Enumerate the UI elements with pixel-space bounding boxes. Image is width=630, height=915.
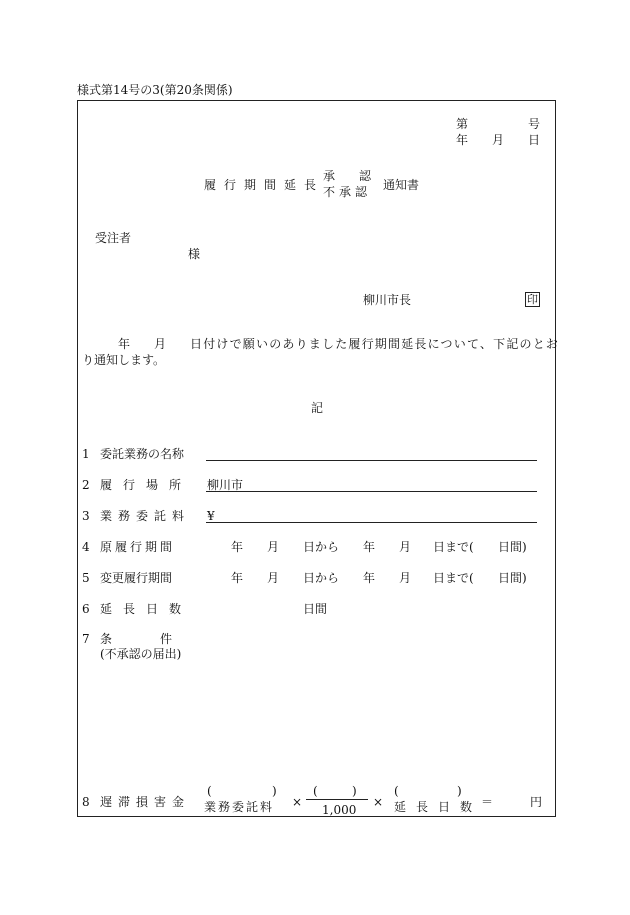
body-line1: 日付けで願いのありました履行期間延長について、下記のとお — [190, 337, 560, 351]
yen-unit: 円 — [530, 795, 543, 809]
item-4-number: 4 — [82, 540, 90, 554]
item-5-label: 変更履行期間 — [100, 571, 173, 585]
item-1-number: 1 — [82, 447, 90, 461]
date-month: 月 — [492, 133, 505, 147]
item-7-sub-label: (不承認の届出) — [100, 647, 182, 661]
item-5-end-day: 日まで( — [433, 571, 474, 585]
days-paren-close: ) — [457, 784, 462, 798]
rate-paren-open: ( — [313, 784, 318, 798]
equals-sign: ＝ — [481, 795, 494, 809]
honorific: 様 — [188, 247, 201, 261]
body-line2: り通知します。 — [82, 353, 166, 367]
fraction-denominator: 1,000 — [322, 803, 357, 817]
title-approve: 承 認 — [323, 169, 372, 183]
ext-days-label: 延長日数 — [394, 800, 483, 814]
item-5-end-year: 年 — [363, 571, 376, 585]
fraction-bar — [306, 799, 368, 800]
item-4-label: 原履行期間 — [100, 540, 176, 554]
item-3-label: 業務委託料 — [100, 509, 191, 523]
recipient-label: 受注者 — [95, 231, 132, 245]
item-4-days: 日間) — [498, 540, 527, 554]
item-6-number: 6 — [82, 602, 90, 616]
fee-label: 業務委託料 — [204, 800, 275, 814]
item-5-start-month: 月 — [267, 571, 280, 585]
item-4-start-day: 日から — [303, 540, 340, 554]
item-6-value: 日間 — [303, 602, 328, 616]
item-4-end-day: 日まで( — [433, 540, 474, 554]
times-sign-1: × — [292, 795, 303, 809]
fee-paren-close: ) — [272, 784, 277, 798]
item-8-number: 8 — [82, 795, 90, 809]
item-3-value: ¥ — [207, 509, 215, 523]
ki-heading: 記 — [311, 401, 324, 415]
item-7-label: 条 件 — [100, 632, 173, 646]
item-2-underline — [206, 491, 537, 492]
item-5-end-month: 月 — [399, 571, 412, 585]
item-6-label: 延長日数 — [100, 602, 193, 616]
form-number-label: 様式第14号の3(第20条関係) — [77, 83, 233, 97]
number-suffix: 号 — [528, 117, 541, 131]
title-suffix: 通知書 — [383, 178, 420, 192]
item-5-days: 日間) — [498, 571, 527, 585]
item-5-number: 5 — [82, 571, 90, 585]
fee-paren-open: ( — [207, 784, 212, 798]
number-prefix: 第 — [456, 117, 469, 131]
days-paren-open: ( — [394, 784, 399, 798]
item-1-underline — [206, 460, 537, 461]
issuer: 柳川市長 — [363, 293, 412, 307]
item-7-number: 7 — [82, 632, 90, 646]
item-4-start-year: 年 — [231, 540, 244, 554]
seal-mark: 印 — [527, 293, 538, 306]
title-disapprove: 不承認 — [323, 185, 372, 199]
rate-paren-close: ) — [352, 784, 357, 798]
item-8-label: 遅滞損害金 — [100, 795, 191, 809]
item-4-end-year: 年 — [363, 540, 376, 554]
item-3-underline — [206, 522, 537, 523]
date-day: 日 — [528, 133, 541, 147]
item-5-start-year: 年 — [231, 571, 244, 585]
body-year: 年 — [118, 337, 131, 351]
item-2-number: 2 — [82, 478, 90, 492]
item-2-label: 履行場所 — [100, 478, 193, 492]
item-5-start-day: 日から — [303, 571, 340, 585]
times-sign-2: × — [373, 795, 384, 809]
item-1-label: 委託業務の名称 — [100, 447, 185, 461]
date-year: 年 — [456, 133, 469, 147]
item-4-start-month: 月 — [267, 540, 280, 554]
item-4-end-month: 月 — [399, 540, 412, 554]
body-month: 月 — [154, 337, 167, 351]
title-prefix: 履行期間延長 — [204, 178, 325, 192]
item-2-value: 柳川市 — [207, 478, 244, 492]
item-3-number: 3 — [82, 509, 90, 523]
